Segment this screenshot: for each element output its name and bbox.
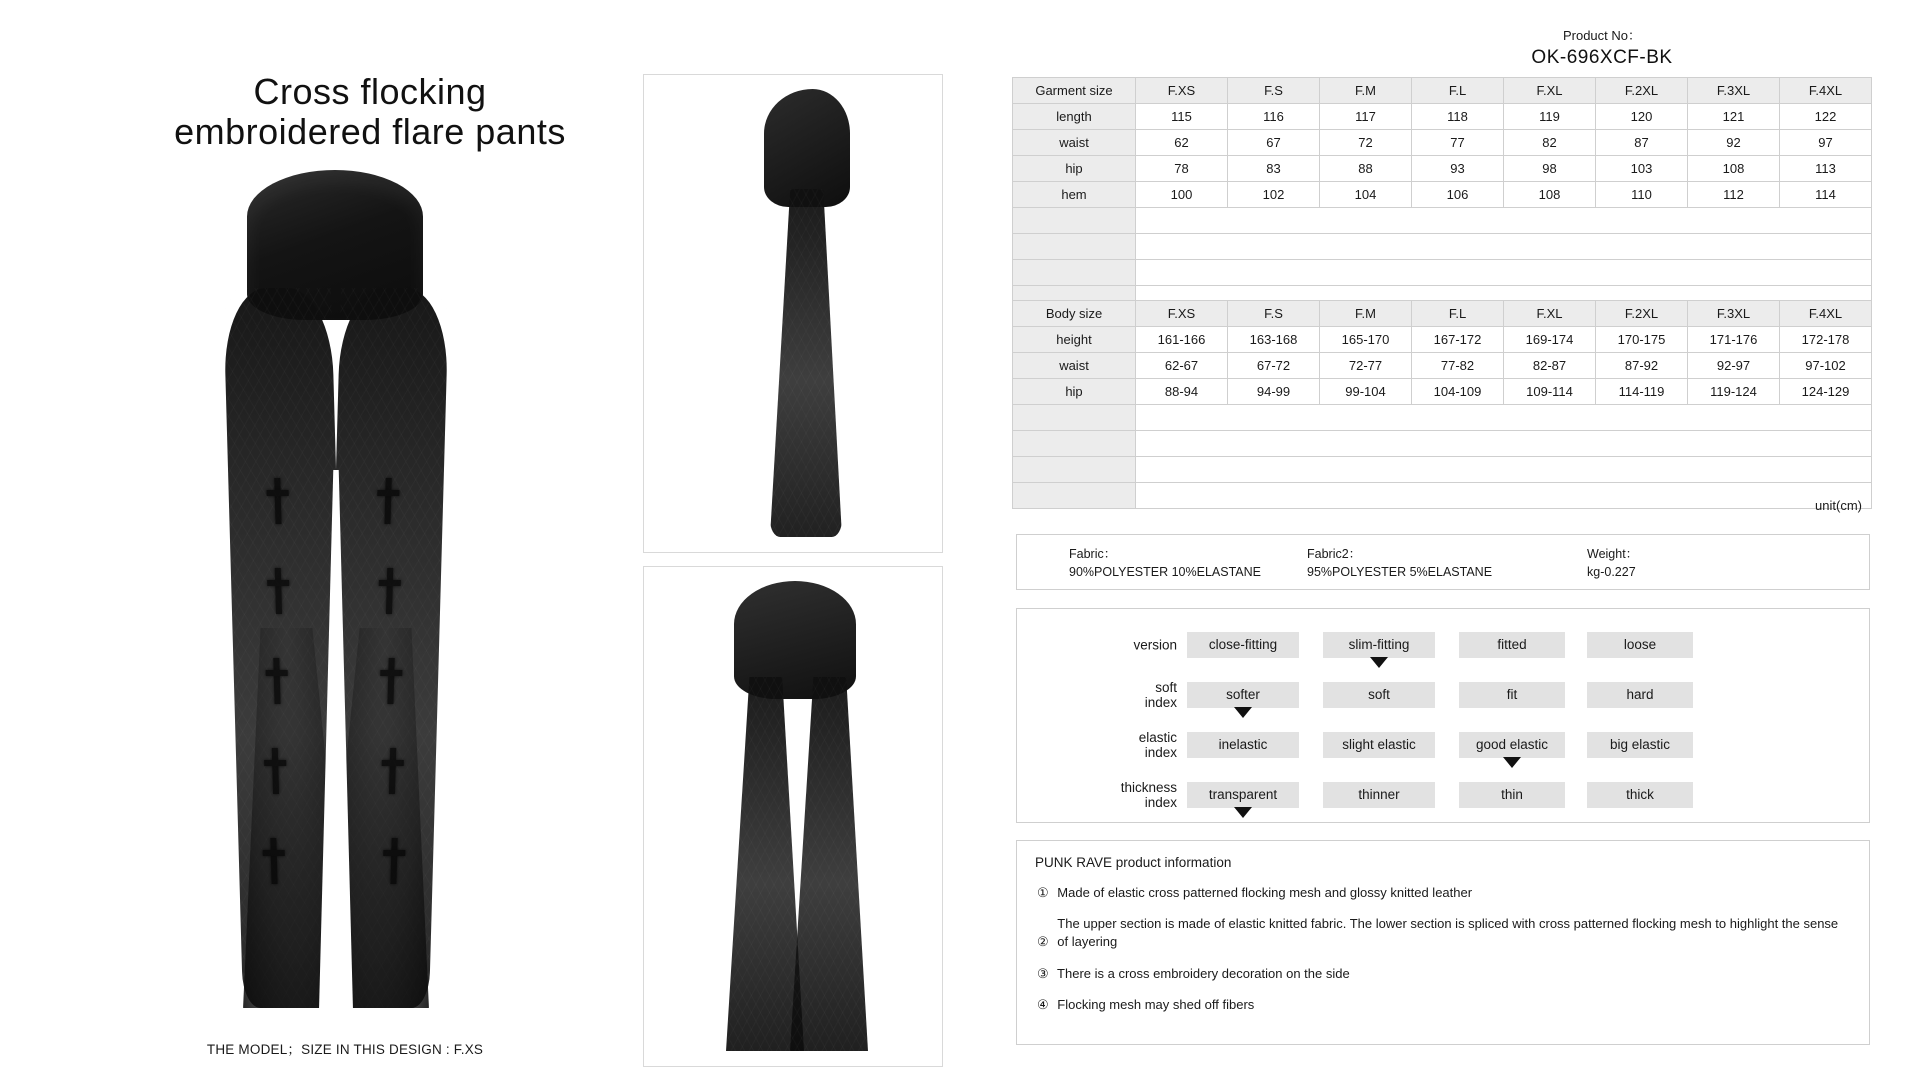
body-cell: 82-87: [1504, 353, 1596, 379]
body-header-3: F.M: [1320, 301, 1412, 327]
version-selected-marker: [1370, 657, 1388, 668]
garment-cell: 108: [1688, 156, 1780, 182]
product-number-value: OK-696XCF-BK: [1531, 46, 1673, 68]
garment-cell: 113: [1780, 156, 1872, 182]
body-cell: 165-170: [1320, 327, 1412, 353]
weight: [1587, 545, 1638, 581]
garment-cell: 67: [1228, 130, 1320, 156]
garment-cell: 72: [1320, 130, 1412, 156]
garment-header-0: Garment size: [1013, 78, 1136, 104]
table-row-empty: [1013, 431, 1872, 457]
garment-cell: 97: [1780, 130, 1872, 156]
body-cell: 163-168: [1228, 327, 1320, 353]
body-cell: 92-97: [1688, 353, 1780, 379]
garment-cell: 102: [1228, 182, 1320, 208]
body-cell: 170-175: [1596, 327, 1688, 353]
garment-cell: 88: [1320, 156, 1412, 182]
cross-motif: [264, 478, 291, 524]
body-cell: 171-176: [1688, 327, 1780, 353]
body-cell: 119-124: [1688, 379, 1780, 405]
info-item-4: [1035, 996, 1851, 1014]
body-row-label: waist: [1013, 353, 1136, 379]
garment-size-table: [1012, 77, 1872, 312]
fabric-1-label: Fabric：: [1069, 547, 1117, 561]
body-cell: 72-77: [1320, 353, 1412, 379]
table-row: [1013, 379, 1872, 405]
body-row-label: [1013, 431, 1136, 457]
weight-label: Weight：: [1587, 547, 1639, 561]
body-header-4: F.L: [1412, 301, 1504, 327]
table-row-empty: [1013, 260, 1872, 286]
garment-row-label: hem: [1013, 182, 1136, 208]
info-item-1: [1035, 884, 1851, 902]
garment-row-label: [1013, 208, 1136, 234]
body-cell: 97-102: [1780, 353, 1872, 379]
body-row-label: [1013, 457, 1136, 483]
garment-cell: 93: [1412, 156, 1504, 182]
elastic-option-big-elastic[interactable]: big elastic: [1587, 732, 1693, 758]
soft-option-softer[interactable]: softer: [1187, 682, 1299, 708]
garment-cell: 115: [1136, 104, 1228, 130]
garment-cell: 122: [1780, 104, 1872, 130]
lace-texture: [790, 677, 868, 1051]
product-number-label: Product No：: [1562, 28, 1642, 43]
garment-cell: 110: [1596, 182, 1688, 208]
soft-selected-marker: [1234, 707, 1252, 718]
info-item-2: [1035, 915, 1851, 951]
elastic-selected-marker: [1503, 757, 1521, 768]
index-label-thickness: [1077, 780, 1177, 810]
thickness-selected-marker: [1234, 807, 1252, 818]
index-label-soft-line2: index: [1144, 695, 1177, 710]
unit-note: unit(cm): [1815, 498, 1862, 513]
table-header-row: [1013, 78, 1872, 104]
index-row-version: [1017, 621, 1871, 669]
garment-row-label: [1013, 260, 1136, 286]
product-photo-back-panel: [643, 566, 943, 1067]
body-cell: 109-114: [1504, 379, 1596, 405]
index-row-soft: [1017, 671, 1871, 719]
body-header-6: F.2XL: [1596, 301, 1688, 327]
index-label-soft: [1077, 680, 1177, 710]
table-row: [1013, 156, 1872, 182]
body-header-0: Body size: [1013, 301, 1136, 327]
body-empty-cell: [1136, 405, 1872, 431]
garment-row-label: length: [1013, 104, 1136, 130]
fabric-box: [1016, 534, 1870, 590]
garment-cell: 119: [1504, 104, 1596, 130]
body-header-1: F.XS: [1136, 301, 1228, 327]
back-left-leg: [726, 677, 804, 1051]
garment-header-2: F.S: [1228, 78, 1320, 104]
left-column: [0, 0, 630, 1080]
garment-cell: 120: [1596, 104, 1688, 130]
cross-motif: [380, 838, 407, 884]
garment-cell: 117: [1320, 104, 1412, 130]
cross-motif: [265, 568, 292, 614]
version-option-loose[interactable]: loose: [1587, 632, 1693, 658]
lace-texture: [770, 189, 842, 537]
table-row: [1013, 182, 1872, 208]
info-item-2-number: ②: [1037, 934, 1049, 950]
garment-header-1: F.XS: [1136, 78, 1228, 104]
garment-header-5: F.XL: [1504, 78, 1596, 104]
index-row-thickness: [1017, 771, 1871, 819]
garment-header-4: F.L: [1412, 78, 1504, 104]
garment-cell: 104: [1320, 182, 1412, 208]
table-row-empty: [1013, 405, 1872, 431]
fabric-2: [1307, 545, 1492, 581]
body-cell: 169-174: [1504, 327, 1596, 353]
body-cell: 88-94: [1136, 379, 1228, 405]
thickness-option-transparent[interactable]: transparent: [1187, 782, 1299, 808]
garment-row-label: waist: [1013, 130, 1136, 156]
garment-cell: 108: [1504, 182, 1596, 208]
elastic-option-inelastic[interactable]: inelastic: [1187, 732, 1299, 758]
back-right-leg: [790, 677, 868, 1051]
elastic-option-slight-elastic[interactable]: slight elastic: [1323, 732, 1435, 758]
garment-row-label: [1013, 234, 1136, 260]
right-column: [1012, 0, 1896, 1080]
info-item-4-text: Flocking mesh may shed off fibers: [1057, 996, 1255, 1012]
index-label-elastic: [1077, 730, 1177, 760]
table-row-empty: [1013, 457, 1872, 483]
garment-row-label: hip: [1013, 156, 1136, 182]
version-option-close-fitting[interactable]: close-fitting: [1187, 632, 1299, 658]
garment-cell: 77: [1412, 130, 1504, 156]
body-row-label: hip: [1013, 379, 1136, 405]
garment-cell: 118: [1412, 104, 1504, 130]
model-size-note: THE MODEL；SIZE IN THIS DESIGN : F.XS: [206, 1042, 484, 1057]
version-option-slim-fitting[interactable]: slim-fitting: [1323, 632, 1435, 658]
body-cell: 67-72: [1228, 353, 1320, 379]
body-cell: 104-109: [1412, 379, 1504, 405]
cross-motif: [379, 748, 406, 794]
cross-motif: [262, 748, 289, 794]
body-cell: 124-129: [1780, 379, 1872, 405]
info-item-3: [1035, 965, 1851, 983]
product-photo-side: [722, 89, 872, 539]
thickness-option-thinner[interactable]: thinner: [1323, 782, 1435, 808]
garment-cell: 121: [1688, 104, 1780, 130]
info-item-2-text: The upper section is made of elastic knitted fabric. The lower section is spliced with cross patterned flocking mesh to highlight the sense of layering: [1057, 916, 1839, 950]
garment-header-8: F.4XL: [1780, 78, 1872, 104]
body-cell: 87-92: [1596, 353, 1688, 379]
body-cell: 161-166: [1136, 327, 1228, 353]
product-photo-front: [215, 170, 455, 1010]
elastic-option-good-elastic[interactable]: good elastic: [1459, 732, 1565, 758]
index-label-elastic-line1: elastic: [1138, 729, 1177, 745]
product-photo-side-panel: [643, 74, 943, 553]
page-title: [140, 72, 600, 153]
garment-cell: 106: [1412, 182, 1504, 208]
title-line-2: embroidered flare pants: [174, 111, 566, 153]
index-label-version-line1: version: [1133, 637, 1177, 653]
body-size-table: [1012, 300, 1872, 509]
product-number: [1452, 28, 1752, 71]
garment-cell: 116: [1228, 104, 1320, 130]
body-cell: 94-99: [1228, 379, 1320, 405]
garment-cell: 78: [1136, 156, 1228, 182]
table-row-empty: [1013, 234, 1872, 260]
body-cell: 62-67: [1136, 353, 1228, 379]
fabric-1: [1069, 545, 1261, 581]
garment-cell: 83: [1228, 156, 1320, 182]
table-row: [1013, 327, 1872, 353]
garment-cell: 82: [1504, 130, 1596, 156]
index-label-thickness-line1: thickness: [1120, 779, 1177, 795]
garment-empty-cell: [1136, 260, 1872, 286]
cross-motif: [374, 478, 401, 524]
info-item-1-text: Made of elastic cross patterned flocking mesh and glossy knitted leather: [1057, 885, 1473, 900]
index-label-elastic-line2: index: [1144, 745, 1177, 760]
garment-cell: 62: [1136, 130, 1228, 156]
cross-motif: [260, 838, 287, 884]
garment-empty-cell: [1136, 208, 1872, 234]
soft-option-hard[interactable]: hard: [1587, 682, 1693, 708]
garment-cell: 103: [1596, 156, 1688, 182]
garment-cell: 114: [1780, 182, 1872, 208]
soft-option-soft[interactable]: soft: [1323, 682, 1435, 708]
body-header-8: F.4XL: [1780, 301, 1872, 327]
cross-motif: [263, 658, 290, 704]
index-label-soft-line1: soft: [1155, 679, 1177, 695]
table-header-row: [1013, 301, 1872, 327]
fabric-1-value: 90%POLYESTER 10%ELASTANE: [1069, 565, 1261, 580]
garment-cell: 87: [1596, 130, 1688, 156]
garment-cell: 92: [1688, 130, 1780, 156]
product-photo-back: [706, 581, 886, 1051]
thickness-option-thick[interactable]: thick: [1587, 782, 1693, 808]
table-row-empty: [1013, 208, 1872, 234]
body-row-label: height: [1013, 327, 1136, 353]
table-row: [1013, 353, 1872, 379]
info-item-4-number: ④: [1037, 996, 1049, 1012]
side-leg: [770, 189, 842, 537]
garment-cell: 112: [1688, 182, 1780, 208]
body-header-2: F.S: [1228, 301, 1320, 327]
body-row-label: [1013, 405, 1136, 431]
garment-cell: 100: [1136, 182, 1228, 208]
info-item-3-number: ③: [1037, 965, 1049, 981]
title-line-1: Cross flocking: [253, 71, 487, 112]
body-empty-cell: [1136, 457, 1872, 483]
body-cell: 172-178: [1780, 327, 1872, 353]
garment-header-3: F.M: [1320, 78, 1412, 104]
lace-texture: [726, 677, 804, 1051]
table-row: [1013, 130, 1872, 156]
index-box: [1016, 608, 1870, 823]
index-row-elastic: [1017, 721, 1871, 769]
table-row: [1013, 104, 1872, 130]
body-cell: 167-172: [1412, 327, 1504, 353]
thickness-option-thin[interactable]: thin: [1459, 782, 1565, 808]
info-item-3-text: There is a cross embroidery decoration on the side: [1057, 965, 1350, 981]
info-title: PUNK RAVE product information: [1035, 855, 1232, 870]
body-empty-cell: [1136, 431, 1872, 457]
body-cell: 99-104: [1320, 379, 1412, 405]
info-item-1-number: ①: [1037, 885, 1049, 900]
index-label-version: [1077, 637, 1177, 652]
cross-motif: [376, 568, 403, 614]
fabric-2-label: Fabric2：: [1307, 547, 1362, 561]
index-label-thickness-line2: index: [1144, 795, 1177, 810]
garment-cell: 98: [1504, 156, 1596, 182]
garment-header-7: F.3XL: [1688, 78, 1780, 104]
body-cell: 114-119: [1596, 379, 1688, 405]
cross-motif: [377, 658, 404, 704]
body-cell: 77-82: [1412, 353, 1504, 379]
body-header-7: F.3XL: [1688, 301, 1780, 327]
garment-empty-cell: [1136, 234, 1872, 260]
soft-option-fit[interactable]: fit: [1459, 682, 1565, 708]
fabric-2-value: 95%POLYESTER 5%ELASTANE: [1307, 565, 1493, 580]
version-option-fitted[interactable]: fitted: [1459, 632, 1565, 658]
weight-value: kg-0.227: [1587, 565, 1636, 580]
product-information-box: [1016, 840, 1870, 1045]
garment-header-6: F.2XL: [1596, 78, 1688, 104]
body-header-5: F.XL: [1504, 301, 1596, 327]
